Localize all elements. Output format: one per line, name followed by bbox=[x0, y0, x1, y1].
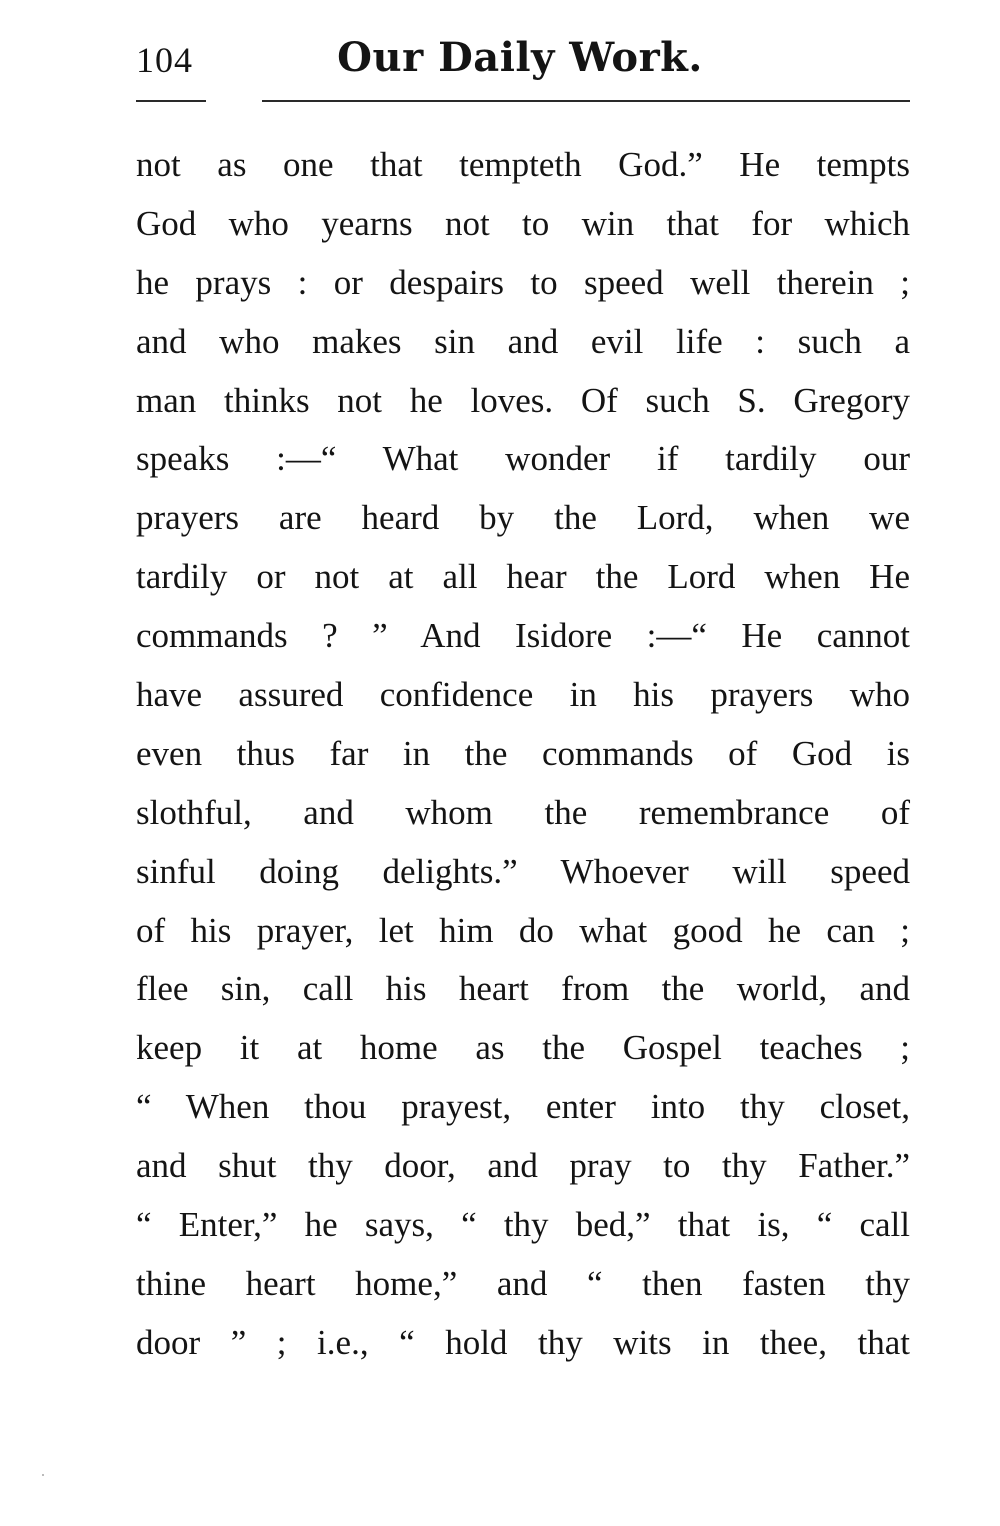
text-line bbox=[136, 430, 910, 489]
text-line bbox=[136, 136, 910, 195]
text-line-content: commands ? ” And Isidore :—“ He cannot bbox=[136, 616, 910, 656]
running-title: Our Daily Work. bbox=[337, 34, 703, 81]
text-line bbox=[136, 1196, 910, 1255]
text-line bbox=[136, 725, 910, 784]
text-line-content: keep it at home as the Gospel teaches ; bbox=[136, 1028, 910, 1068]
text-line bbox=[136, 1019, 910, 1078]
text-line bbox=[136, 313, 910, 372]
text-line bbox=[136, 372, 910, 431]
text-line bbox=[136, 1314, 910, 1373]
text-line bbox=[136, 254, 910, 313]
text-line bbox=[136, 1137, 910, 1196]
text-line-content: “ Enter,” he says, “ thy bed,” that is, “ call bbox=[136, 1205, 910, 1245]
text-line bbox=[136, 548, 910, 607]
text-line-content: God who yearns not to win that for which bbox=[136, 203, 910, 243]
text-line-content: thine heart home,” and “ then fasten thy bbox=[136, 1263, 910, 1303]
text-line bbox=[136, 960, 910, 1019]
text-line bbox=[136, 902, 910, 961]
text-line bbox=[136, 784, 910, 843]
text-line-content: not as one that tempteth God.” He tempts bbox=[136, 145, 910, 184]
paper-speck bbox=[42, 1474, 44, 1476]
text-line-content: have assured confidence in his prayers who bbox=[136, 675, 910, 715]
header-rule-short bbox=[136, 100, 206, 102]
text-line-content: “ When thou prayest, enter into thy closet, bbox=[136, 1087, 910, 1127]
text-line-content: prayers are heard by the Lord, when we bbox=[136, 498, 910, 538]
text-line-content: even thus far in the commands of God is bbox=[136, 733, 910, 773]
text-line-content: slothful, and whom the remembrance of bbox=[136, 792, 910, 832]
text-line-content: speaks :—“ What wonder if tardily our bbox=[136, 439, 910, 479]
text-line-content: and who makes sin and evil life : such a bbox=[136, 321, 910, 361]
text-line bbox=[136, 1078, 910, 1137]
text-line bbox=[136, 195, 910, 254]
text-line-content: and shut thy door, and pray to thy Father.” bbox=[136, 1146, 910, 1186]
text-line bbox=[136, 843, 910, 902]
header-rule bbox=[262, 100, 910, 102]
text-line bbox=[136, 607, 910, 666]
text-line-content: tardily or not at all hear the Lord when He bbox=[136, 557, 910, 597]
page-number: 104 bbox=[136, 40, 193, 80]
text-line-content: man thinks not he loves. Of such S. Gregory bbox=[136, 380, 910, 420]
text-line-content: sinful doing delights.” Whoever will speed bbox=[136, 851, 910, 891]
text-line-content: of his prayer, let him do what good he can ; bbox=[136, 910, 910, 950]
text-line-content: door ” ; i.e., “ hold thy wits in thee, that bbox=[136, 1322, 910, 1362]
text-line bbox=[136, 489, 910, 548]
body-text bbox=[136, 136, 910, 1373]
text-line-content: he prays : or despairs to speed well therein ; bbox=[136, 262, 910, 302]
text-line bbox=[136, 666, 910, 725]
text-line-content: flee sin, call his heart from the world, and bbox=[136, 969, 910, 1009]
text-line bbox=[136, 1255, 910, 1314]
